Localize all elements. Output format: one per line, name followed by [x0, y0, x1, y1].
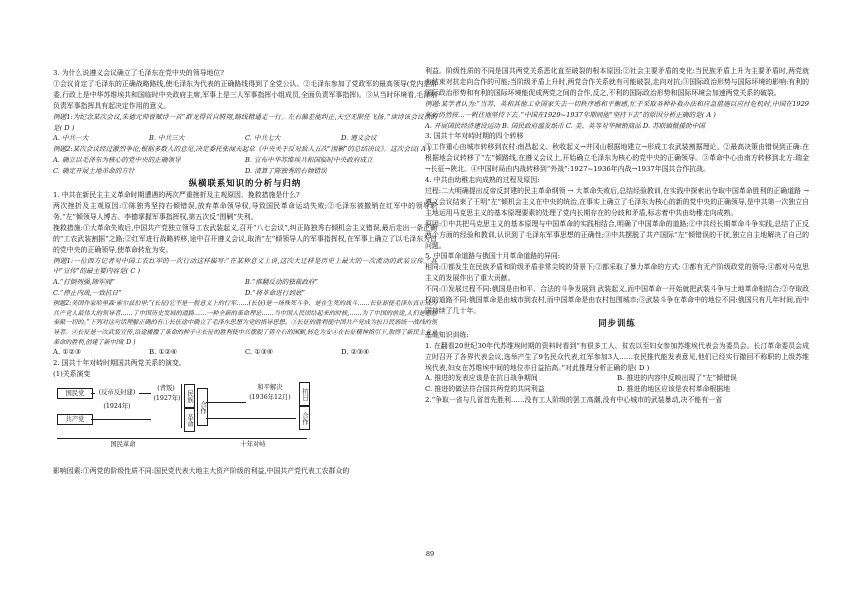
example-question: 例题:某学者认为:“当苏、英和其他工业国家失去一切秩序感和平衡感,忙于采取务种补救办法和应急措施以应付危机时,中国在1929年后仍然按…一帆往地坚持下去。”中国在1929~1937年期间能“坚持下去”的原因分析正确的是( A ): [425, 99, 809, 119]
label-geming: 革命: [184, 408, 195, 432]
option: B. ①②④: [149, 348, 177, 357]
option: A. ①②③: [53, 348, 81, 357]
label-hezuo-left: 合作: [197, 388, 208, 426]
option-list: A. 开展国民经济建设运动 B. 国民政府滥发纸币 C. 美、英等对华倾销商品 D. 苏联镇慑援助中国: [425, 121, 705, 130]
answer-text: 原因:①中共把马克思主义的基本原理与中国革命的实践相结合,明确了中国革命的道路;②中共经长期革命斗争实践,总结了正反两个方面的经验和教训,认识到了毛泽东军事思想的正确性;③中共摆脱了共产国际“左”倾错误的干扰,独立自主地解决了自己的问题。: [425, 219, 809, 250]
example-question: 例题2:美国作家哈里森·索尔兹伯里:“(长征)它不是一般意义上的行军……(长征)是一场殊死斗争、是在生死的战斗……长征却使毛泽东真正成为共产党人最伟大的领导者……了中国历史发展的道路……一种全新的革命理论……当中国人民团结起来的时候,……为了中国的前途,人们是愿意奉献一切的。”下列对这句话理解正确的有①长征途中确立了毛泽东思想为党的指导思想。③长征的胜利使中国共产党成为抗日民族统一战线的领导者。④长征是一次武装宣传,沿途播撒了革命的种子④长征的胜利使中共摆脱了蒋介石的围剿,转危为安④在长征精神指引下,取得了新民主主义革命的胜利,创建了新中国( D ): [53, 300, 437, 346]
connector-line: [206, 418, 296, 419]
option: D. 推进的地区应该是农村革命根据地: [617, 385, 731, 394]
question-title: 4. 中共由幼稚走向成熟的过程及原因:: [425, 176, 540, 185]
example-question: 例题1:为纪念某次会议,朱德元帅曾赋诗一首“群龙得首自腾翔,路线精通走一行。左右偏差能纠正,天空无限任飞扬。”读诗该会议指的是( D ): [53, 112, 437, 132]
relationship-diagram: [53, 382, 437, 464]
sub-title: 基础知识训练:: [425, 330, 469, 339]
exercise-question: 2.“争取一省与几省首先胜利……没有工人阶级的罢工高潮,没有中心城市的武装暴动,决不能有一省: [425, 396, 722, 405]
right-column: [425, 66, 809, 406]
option: C. 中共七大: [245, 134, 281, 143]
answer-text: 利益。阶级性质的不同是国共两党关系恶化直至破裂的根本原因;②社会主要矛盾的变化:当民族矛盾上升为主要矛盾时,两党就有结束对抗走向合作的可能;当阶级矛盾上升时,两党合作关系就有可能破裂,走向对抗;③国际政治形势与国际环境的影响:有利的国际政治形势和有利的国际环境能促成两党之间的合作,反之,不利的国际政治形势和国际环境会加速两党关系的破裂。: [425, 67, 809, 97]
label-kangri: 抗日: [299, 382, 310, 406]
section-heading: 同步训练: [598, 317, 636, 328]
option: B.“推翻反动的独裁政府”: [245, 278, 319, 287]
option-list: [53, 155, 437, 177]
connector-line: [206, 402, 246, 403]
section-heading: 纵横联系知识的分析与归纳: [188, 178, 302, 189]
answer-text: 相同:①都发生在民族矛盾和阶级矛盾非常尖锐的背景下;②都采取了暴力革命的方式; ③都有无产阶级政党的领导;④都对马克思主义的发展作出了重大贡献。: [425, 263, 809, 283]
option: B. 推进的内容中反映出现了“左”倾错误: [617, 374, 737, 383]
timeline-line: [57, 438, 307, 439]
diagram-label: (1936年12月): [243, 393, 297, 402]
option-list: [53, 277, 437, 299]
question-title: 3. 为什么说遵义会议确立了毛泽东在党中央的领导地位?: [53, 69, 224, 77]
answer-text: 挽救措施:①大革命失败后,中国共产党独立领导工农武装起义,召开“八七会议”,纠正陈独秀右倾机会主义错误,最后走出一条正确的“工农武装割据”之路;②红军进行战略转移,途中召开遵义会议,取消“左”倾领导人的军事指挥权,在军事上确立了以毛泽东为首的党中央的正确领导,使革命转危为安。: [53, 223, 437, 254]
option: C. 推进的做法符合国共两党的共同利益: [425, 385, 545, 394]
connector-line: [91, 419, 151, 420]
answer-text: ①会议肯定了毛泽东的正确战略路线,使毛泽东为代表的正确路线得到了全党公认。②毛泽东参加了党政军的最高领导(党内是常委,行政上是中华苏维埃共和国临时中央政府主席,军事上是三人军事指挥小组成员,全面负责军事指挥)。③从当时环境看,毛泽东负责军事指挥具有起决定作用的意义。: [53, 79, 437, 110]
option: B. 宣布中华苏维埃共和国临时中央政府成立: [245, 156, 373, 165]
exercise-question: 1. 在翻看20世纪30年代苏维埃时期的资料时看到“有很多工人、贫农以至妇女参加苏维埃代表会为委员会。长汀革命委员会成立时召开了各界代表会议,选举产生了9名民众代表,红军参加3人……农民推代能发表意见,他们已经实行撤回不称职的上级苏维埃代表,妇女在苏维埃中间的地位亦日益抬高。”对此推理分析正确的是( D ): [425, 341, 809, 372]
option: D. ②③④: [341, 348, 370, 357]
answer-text: 不同:①发展过程不同:俄国是由和平、合法的斗争发展到 武装起义,而中国革命一开始就把武装斗争与土地革命相结合;②夺取政权的道路不同:俄国革命是由城市到农村,而中国革命是由农村包围城市;③武装斗争在革命中的地位不同:俄国只有几年时间,而中国持续了几十年。: [425, 285, 809, 315]
question-title: 5. 中国革命道路与俄国十月革命道路的异同:: [425, 252, 561, 261]
option: C. ①③④: [245, 348, 273, 357]
bracket-line: [181, 384, 182, 428]
question-title: 2. 国共十年对峙时期国共两党关系的演变。: [53, 359, 186, 367]
answer-text: ①工作重心由城市转移到农村:南昌起义、秋收起义→井冈山根据地建立→形成工农武装割据理论。②最高决策由错误到正确:在根据地会议转移了“左”倾路线,在遵义会议上,开始确立毛泽东为核心的党中央的正确领导。③革命中心由南方转移到北方:瑞金→长征→陕北。④中国时局由内战转移到“外战”:1927~1936年内战→1937年国共合作抗战。: [425, 143, 809, 174]
option: A. 中共一大: [53, 134, 89, 143]
left-column: [53, 68, 437, 477]
page-number: 89: [425, 550, 435, 558]
sub-title: (1)关系演变: [53, 369, 91, 378]
option: D.“将革命进行到底”: [245, 289, 306, 298]
diagram-label: (背叛): [151, 384, 181, 393]
diagram-label: (反帝反封建): [95, 388, 139, 397]
label-minzu: 民族: [184, 384, 195, 408]
diagram-label: (1924年): [95, 402, 139, 411]
answer-text: 两次挫折及主观原因:①陈独秀坚持右倾错误,放弃革命领导权,导致国民革命运动失败;②毛泽东被撤销在红军中的领导职务,“左”倾领导人博古、李德掌握军事指挥权,第五次反“围剿”失利。: [53, 201, 437, 221]
option: C. 确定开展土地革命的方针: [53, 167, 135, 176]
option-list: [53, 133, 437, 144]
question-title: 1. 中共在新民主主义革命时期遭遇的两次严重挫折及主观原因、挽救措施是什么?: [53, 191, 300, 200]
answer-text: 影响因素:①两党的阶级性质不同:国民党代表大地主大资产阶级的利益,中国共产党代表工农群众的: [53, 466, 350, 475]
option-list: [425, 373, 809, 395]
period-label: 国民革命: [93, 440, 153, 449]
option: C.“停止内战,一致抗日”: [53, 289, 122, 298]
option: D. 遵义会议: [341, 134, 377, 143]
ccp-box: 共产党: [57, 414, 93, 425]
label-hezuo-right: 合作: [299, 406, 310, 430]
option: A.“打倒列强,除军阀”: [53, 278, 115, 287]
option: A. 确立以毛泽东为核心的党中央的正确领导: [53, 156, 181, 165]
diagram-label: (1927年): [149, 394, 185, 403]
kmt-box: 国民党: [57, 388, 93, 399]
option-list: [53, 347, 437, 358]
option: A. 推进的发表应该是在抗日战争期间: [425, 374, 538, 383]
example-question: 例题2:某次会议经过激烈争论,根据多数人的意见,决定委托张闻天起草《中央关于反对敌人五次“围剿”的总结决议》。这次会议( A ): [53, 145, 431, 154]
diagram-label: 和平解决: [248, 383, 292, 392]
example-question: 例题1:一位西方记者对中国工农红军的一次行动这样描写:“在某种意义上讲,这次大迁移是历史上最大的一次流动的武装宣传。”其中“宣传”的最主要内容是( C ): [53, 256, 437, 276]
period-label: 十年对峙: [223, 440, 283, 449]
question-title: 3. 国共十年对峙时期的四个转移: [425, 132, 524, 141]
option: D. 清算了陈独秀的右倾错误: [245, 167, 327, 176]
answer-text: 过程:二大明确提出反帝反封建的民主革命纲领 → 大革命失败后,总结经验教训,在实践中探索出夺取中国革命胜利的正确道路 → 遵义会议结束了王明“左”倾机会主义在中央的统治,在事实上确立了毛泽东为核心的新的党中央的正确领导,是中共第一次独立自主地运用马克思主义的基本原理要素的处理了党内长期存在的分歧和矛盾,标志着中共由幼稚走向成熟。: [425, 186, 809, 217]
option: B. 中共三大: [149, 134, 185, 143]
